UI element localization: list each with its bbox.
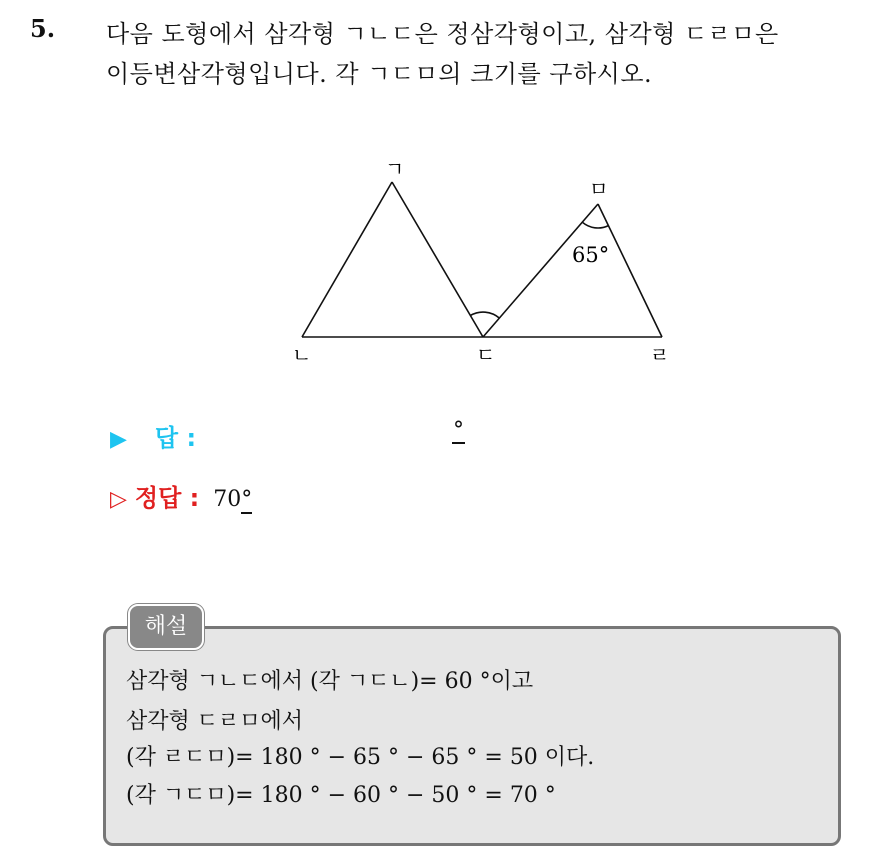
solution-line-1: 삼각형 ㄱㄴㄷ에서 (각 ㄱㄷㄴ)= 60 °이고 [126,669,534,694]
label-d: ㄷ [476,343,496,367]
label-g: ㄱ [385,157,405,181]
play-icon: ▶ [110,427,127,452]
question-text-line-2: 이등변삼각형입니다. 각 ㄱㄷㅁ의 크기를 구하시오. [106,60,653,88]
answer-label: 답 : [154,424,197,452]
correct-answer-unit: ° [241,487,253,512]
question-text-line-1: 다음 도형에서 삼각형 ㄱㄴㄷ은 정삼각형이고, 삼각형 ㄷㄹㅁ은 [106,20,779,48]
answer-row [110,418,196,453]
solution-line-4: (각 ㄱㄷㅁ)= 180 ° − 60 ° − 50 ° = 70 ° [126,783,556,808]
triangle-figure [0,0,884,420]
solution-tag: 해설 [128,604,204,650]
answer-unit-blank[interactable]: ° [453,418,464,443]
solution-line-2: 삼각형 ㄷㄹㅁ에서 [126,709,304,734]
correct-answer-value: 70 [213,487,242,512]
angle-arc-gdm [470,312,499,318]
label-m: ㅁ [589,177,609,201]
side-gd [392,182,483,337]
label-n: ㄴ [292,343,312,367]
play-outline-icon: ▷ [110,487,127,512]
angle-label-65: 65° [572,243,610,267]
correct-answer-label: 정답 : [134,484,200,512]
side-dm [483,204,598,337]
solution-box [103,626,841,846]
solution-line-3: (각 ㄹㄷㅁ)= 180 ° − 65 ° − 65 ° = 50 이다. [126,745,595,770]
angle-arc-m [582,222,608,228]
correct-answer-row [110,478,252,513]
side-gn [302,182,392,337]
side-mr [598,204,662,337]
question-number: 5. [30,14,56,43]
label-r: ㄹ [650,343,670,367]
